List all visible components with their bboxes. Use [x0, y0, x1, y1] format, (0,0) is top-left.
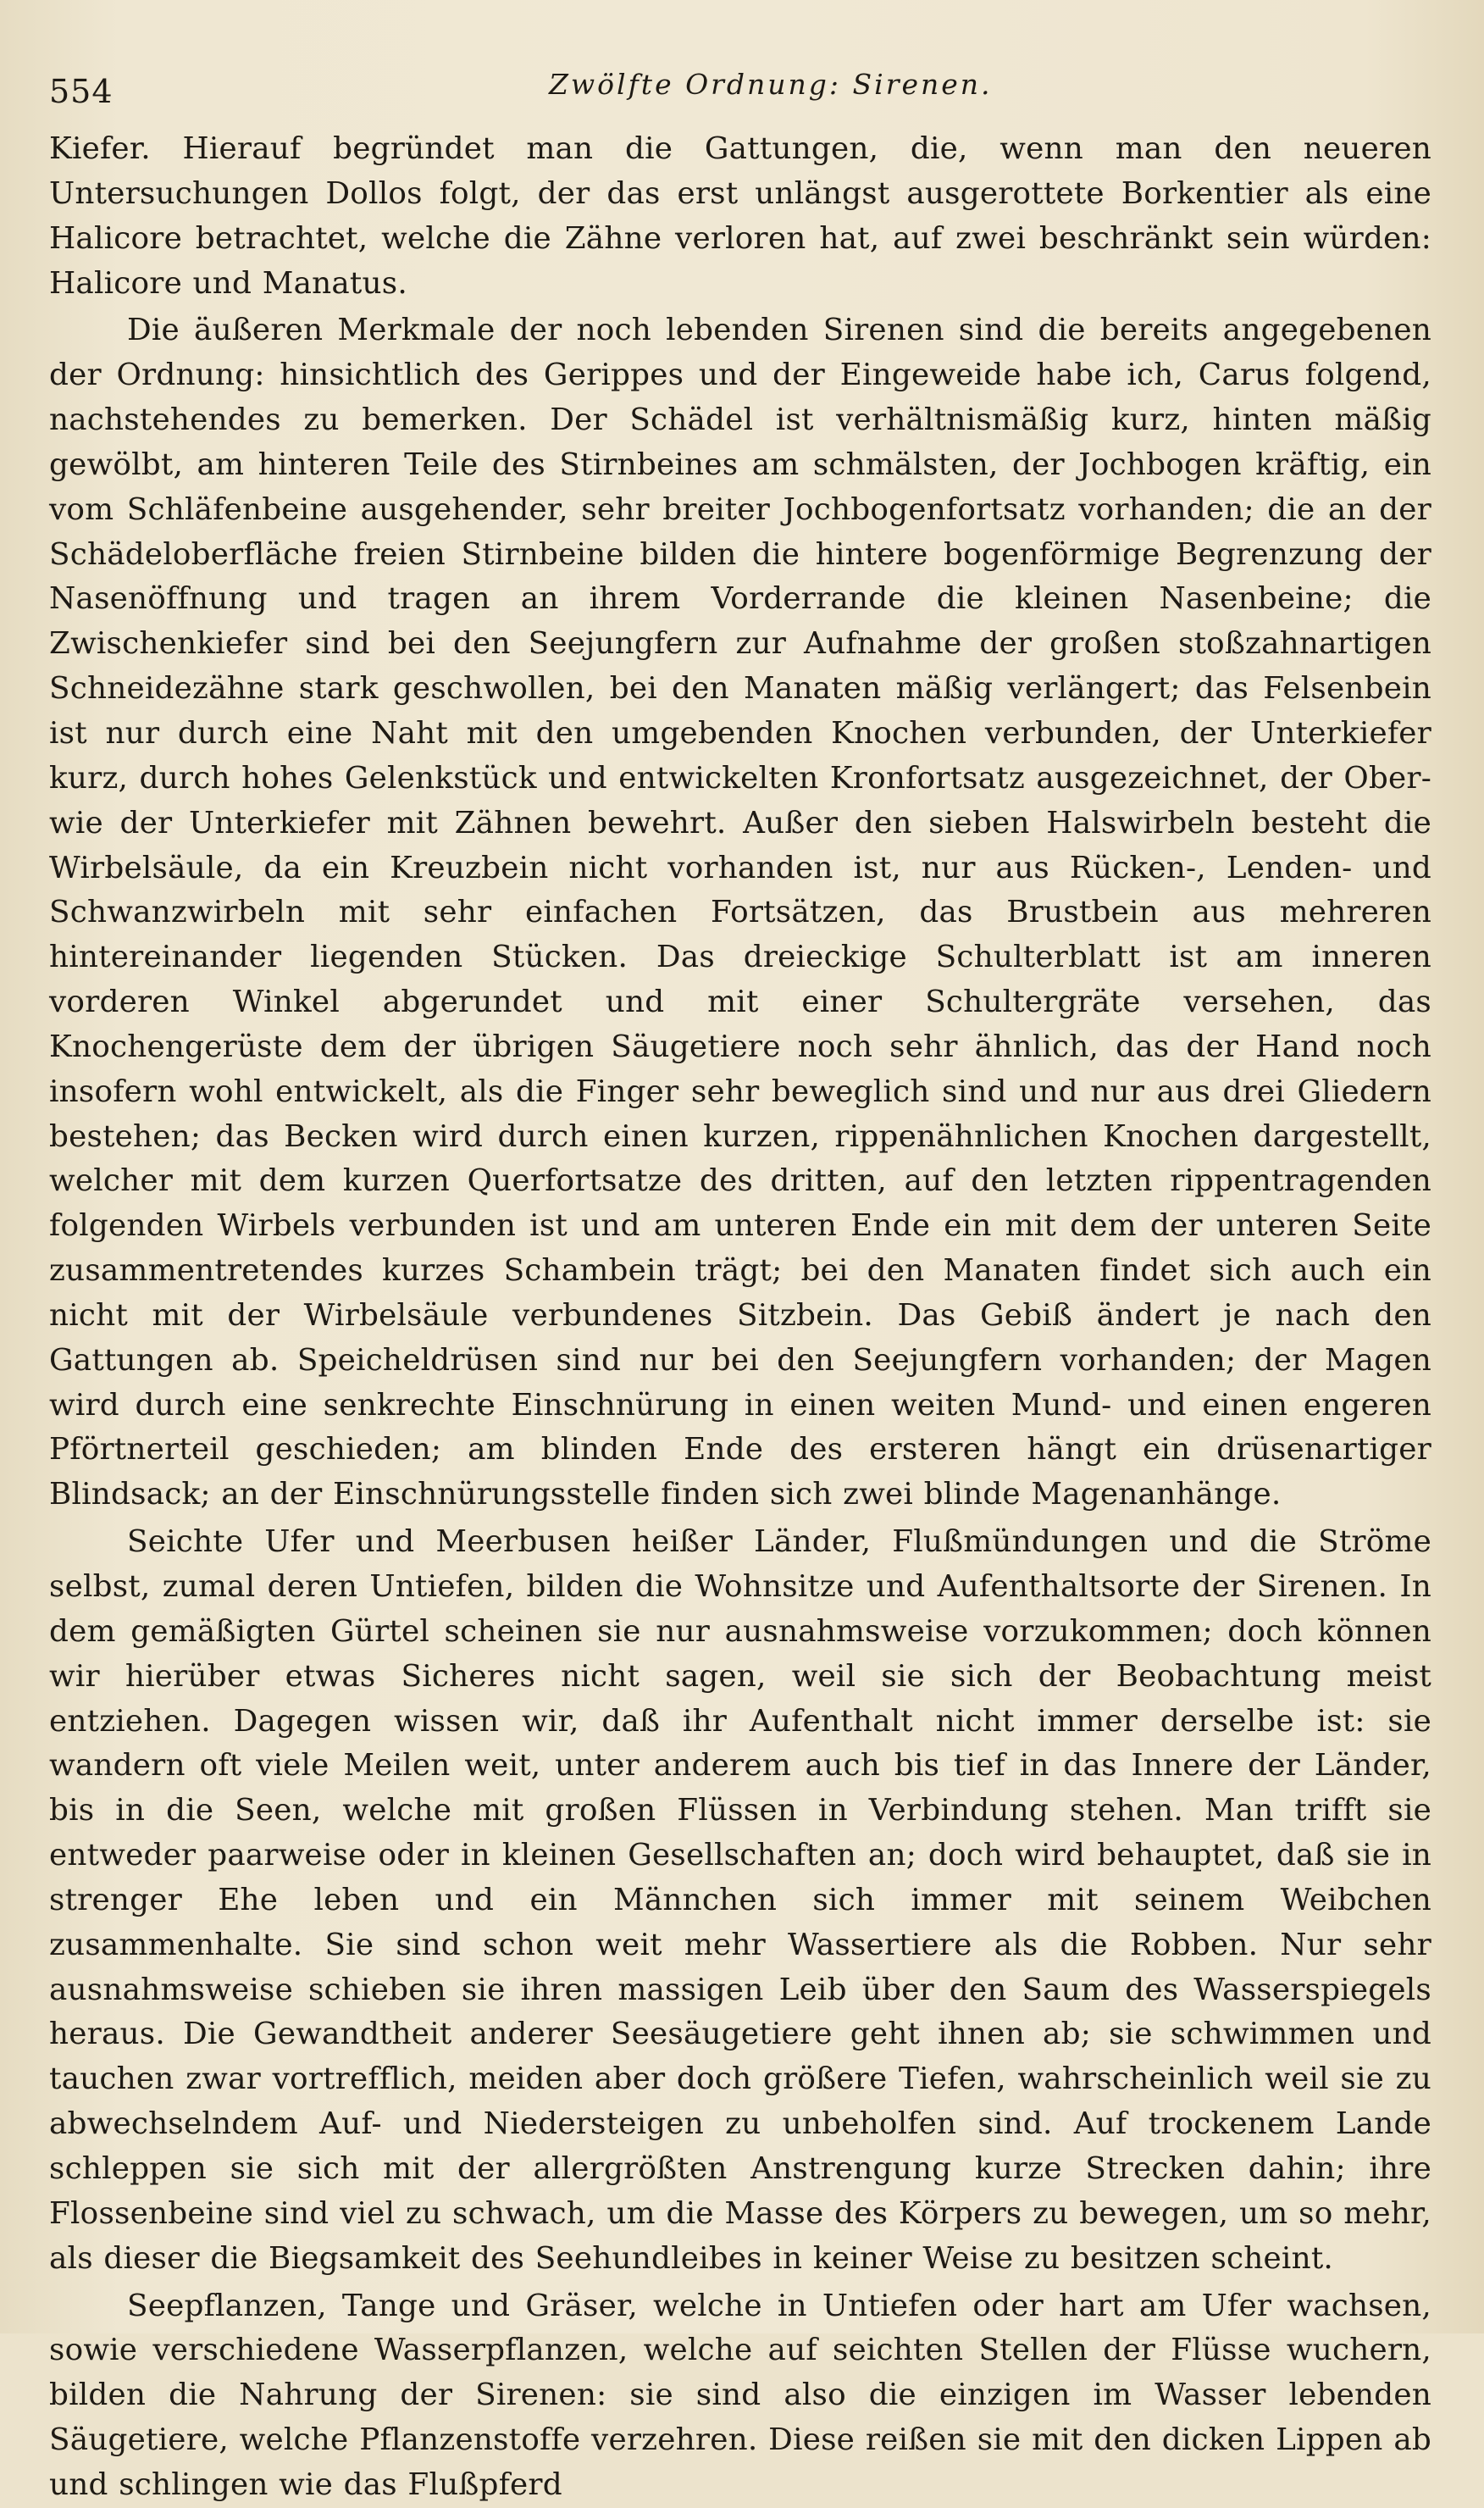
paragraph-continuation: Kiefer. Hierauf begründet man die Gattungen, die, wenn man den neueren Untersuchungen Dollos folgt, der das erst unlängst ausgerottete Borkentier als eine Halicore betrachtet, welche die Zähne verloren hat, auf zwei beschränkt sein würden: Halicore und Manatus.: [49, 131, 1431, 301]
body-text: [49, 127, 1431, 2502]
paragraph-anatomy: Die äußeren Merkmale der noch lebenden Sirenen sind die bereits angegebenen der Ordnung: hinsichtlich des Gerippes und der Eingeweide habe ich, Carus folgend, nachstehendes zu bemerken. Der Schädel ist verhältnismäßig kurz, hinten mäßig gewölbt, am hinteren Teile des Stirnbeines am schmälsten, der Jochbogen kräftig, ein vom Schläfenbeine ausgehender, sehr breiter Jochbogenfortsatz vorhanden; die an der Schädeloberfläche freien Stirnbeine bilden die hintere bogenförmige Begrenzung der Nasenöffnung und tragen an ihrem Vorderrande die kleinen Nasenbeine; die Zwischenkiefer sind bei den Seejungfern zur Aufnahme der großen stoßzahnartigen Schneidezähne stark geschwollen, bei den Manaten mäßig verlängert; das Felsenbein ist nur durch eine Naht mit den umgebenden Knochen verbunden, der Unterkiefer kurz, durch hohes Gelenkstück und entwickelten Kronfortsatz ausgezeichnet, der Ober- wie der Unterkiefer mit Zähnen bewehrt. Außer den sieben Halswirbeln besteht die Wirbelsäule, da ein Kreuzbein nicht vorhanden ist, nur aus Rücken-, Lenden- und Schwanzwirbeln mit sehr einfachen Fortsätzen, das Brustbein aus mehreren hintereinander liegenden Stücken. Das dreieckige Schulterblatt ist am inneren vorderen Winkel abgerundet und mit einer Schultergräte versehen, das Knochengerüste dem der übrigen Säugetiere noch sehr ähnlich, das der Hand noch insofern wohl entwickelt, als die Finger sehr beweglich sind und nur aus drei Gliedern bestehen; das Becken wird durch einen kurzen, rippenähnlichen Knochen dargestellt, welcher mit dem kurzen Querfortsatze des dritten, auf den letzten rippentragenden folgenden Wirbels verbunden ist und am unteren Ende ein mit dem der unteren Seite zusammentretendes kurzes Schambein trägt; bei den Manaten findet sich auch ein nicht mit der Wirbelsäule verbundenes Sitzbein. Das Gebiß ändert je nach den Gattungen ab. Speicheldrüsen sind nur bei den Seejungfern vorhanden; der Magen wird durch eine senkrechte Einschnürung in einen weiten Mund- und einen engeren Pförtnerteil geschieden; am blinden Ende des ersteren hängt ein drüsenartiger Blindsack; an der Einschnürungsstelle finden sich zwei blinde Magenanhänge.: [49, 313, 1431, 1512]
paragraph-diet: Seepflanzen, Tange und Gräser, welche in Untiefen oder hart am Ufer wachsen, sowie verschiedene Wasserpflanzen, welche auf seichten Stellen der Flüsse wuchern, bilden die Nahrung der Sirenen: sie sind also die einzigen im Wasser lebenden Säugetiere, welche Pflanzenstoffe verzehren. Diese reißen sie mit den dicken Lippen ab und schlingen wie das Flußpferd: [49, 2288, 1431, 2502]
paragraph-habitat: Seichte Ufer und Meerbusen heißer Länder, Flußmündungen und die Ströme selbst, zumal deren Untiefen, bilden die Wohnsitze und Aufenthaltsorte der Sirenen. In dem gemäßigten Gürtel scheinen sie nur ausnahmsweise vorzukommen; doch können wir hierüber etwas Sicheres nicht sagen, weil sie sich der Beobachtung meist entziehen. Dagegen wissen wir, daß ihr Aufenthalt nicht immer derselbe ist: sie wandern oft viele Meilen weit, unter anderem auch bis tief in das Innere der Länder, bis in die Seen, welche mit großen Flüssen in Verbindung stehen. Man trifft sie entweder paarweise oder in kleinen Gesellschaften an; doch wird behauptet, daß sie in strenger Ehe leben und ein Männchen sich immer mit seinem Weibchen zusammenhalte. Sie sind schon weit mehr Wassertiere als die Robben. Nur sehr ausnahmsweise schieben sie ihren massigen Leib über den Saum des Wasserspiegels heraus. Die Gewandtheit anderer Seesäugetiere geht ihnen ab; sie schwimmen und tauchen zwar vortrefflich, meiden aber doch größere Tiefen, wahrscheinlich weil sie zu abwechselndem Auf- und Niedersteigen zu unbeholfen sind. Auf trockenem Lande schleppen sie sich mit der allergrößten Anstrengung kurze Strecken dahin; ihre Flossenbeine sind viel zu schwach, um die Masse des Körpers zu bewegen, um so mehr, als dieser die Biegsamkeit des Seehundleibes in keiner Weise zu besitzen scheint.: [49, 1524, 1431, 2276]
page-number: 554: [49, 73, 114, 110]
running-title: Zwölfte Ordnung: Sirenen.: [549, 68, 993, 101]
page-header: [49, 66, 1438, 117]
